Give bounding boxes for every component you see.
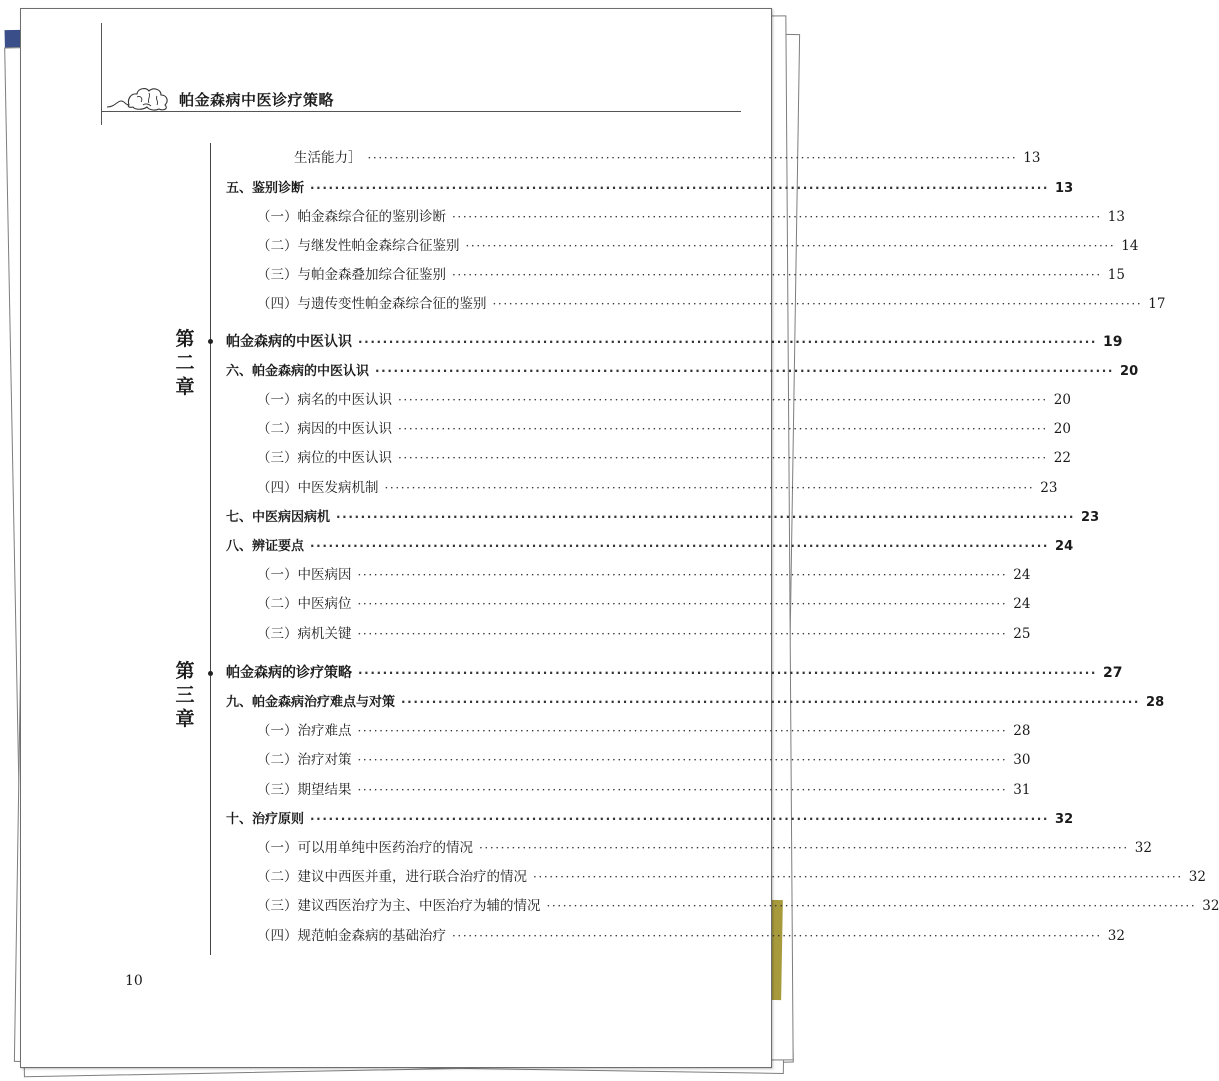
toc-leader-dots: ························································································································ <box>357 724 1008 738</box>
toc-entry-title: （二）治疗对策 <box>257 752 352 768</box>
toc-leader-dots: ························································································································ <box>358 666 1098 680</box>
toc-entry-page: 13 <box>1055 181 1074 196</box>
toc-subsection-entry <box>257 839 1152 857</box>
toc-leader-dots: ························································································································ <box>336 510 1076 524</box>
toc-chapter-entry <box>226 664 1123 682</box>
toc-leader-dots: ························································································································ <box>398 451 1048 465</box>
toc-entry-title: （一）帕金森综合征的鉴别诊断 <box>257 209 446 225</box>
toc-leader-dots: ························································································································ <box>357 783 1008 797</box>
toc-leader-dots: ························································································································ <box>375 364 1115 378</box>
toc-subsection-entry <box>257 595 1031 613</box>
toc-section-entry <box>226 810 1074 829</box>
toc-entry-title: （二）中医病位 <box>257 596 352 612</box>
toc-entry-title: 生活能力］ <box>294 150 362 166</box>
toc-subsection-entry <box>257 625 1031 643</box>
toc-leader-dots: ························································································································ <box>358 335 1098 349</box>
toc-entry-title: （三）建议西医治疗为主、中医治疗为辅的情况 <box>257 898 541 914</box>
toc-leader-dots: ························································································································ <box>367 151 1018 165</box>
toc-leader-dots: ························································································································ <box>452 210 1102 224</box>
toc-entry-page: 28 <box>1013 723 1031 739</box>
toc-subsection-entry <box>257 479 1058 497</box>
toc-entry-page: 32 <box>1188 869 1206 885</box>
toc-subsection-entry <box>257 420 1071 438</box>
toc-leader-dots: ························································································································ <box>357 597 1008 611</box>
toc-entry-title: 十、治疗原则 <box>226 812 305 827</box>
toc-leader-dots: ························································································································ <box>398 393 1048 407</box>
toc-entry-page: 20 <box>1053 421 1071 437</box>
toc-entry-page: 28 <box>1146 695 1165 710</box>
toc-entry-page: 32 <box>1134 840 1152 856</box>
toc-entry-page: 32 <box>1107 928 1125 944</box>
toc-entry-page: 31 <box>1013 782 1031 798</box>
toc-subsection-entry <box>257 391 1071 409</box>
toc-leader-dots: ························································································································ <box>452 929 1102 943</box>
toc-leader-dots: ························································································································ <box>465 239 1116 253</box>
toc-subsection-entry <box>257 722 1031 740</box>
toc-entry-page: 24 <box>1055 539 1074 554</box>
toc-leader-dots: ························································································································ <box>398 422 1048 436</box>
header-vertical-rule <box>101 23 102 125</box>
toc-entry-page: 27 <box>1103 665 1123 681</box>
toc-subsection-entry <box>257 566 1031 584</box>
page-number: 10 <box>125 973 143 989</box>
toc-entry-page: 23 <box>1081 510 1100 525</box>
toc-entry-title: 八、辨证要点 <box>226 539 305 554</box>
toc-entry-page: 30 <box>1013 752 1031 768</box>
toc-leader-dots: ························································································································ <box>384 481 1035 495</box>
toc-leader-dots: ························································································································ <box>452 268 1102 282</box>
toc-section-entry <box>226 508 1100 527</box>
toc-subsection-entry <box>257 266 1125 284</box>
toc-subsection-entry <box>257 237 1139 255</box>
toc-leader-dots: ························································································································ <box>310 812 1050 826</box>
toc-entry-title: （四）中医发病机制 <box>257 480 379 496</box>
toc-entry-title: （四）规范帕金森病的基础治疗 <box>257 928 446 944</box>
toc-entry-title: 九、帕金森病治疗难点与对策 <box>226 695 396 710</box>
toc-subsection-entry <box>294 149 1041 167</box>
toc-entry-title: （三）期望结果 <box>257 782 352 798</box>
toc-subsection-entry <box>257 751 1031 769</box>
toc-leader-dots: ························································································································ <box>310 181 1050 195</box>
toc-entry-page: 22 <box>1053 450 1071 466</box>
toc-entry-title: （一）病名的中医认识 <box>257 392 392 408</box>
toc-entry-page: 13 <box>1023 150 1041 166</box>
toc-leader-dots: ························································································································ <box>401 695 1141 709</box>
toc-entry-title: （一）治疗难点 <box>257 723 352 739</box>
toc-entry-title: （三）病位的中医认识 <box>257 450 392 466</box>
toc-entry-title: （二）与继发性帕金森综合征鉴别 <box>257 238 460 254</box>
book-page <box>20 8 1219 1068</box>
header-rule <box>101 111 741 112</box>
toc-entry-page: 20 <box>1053 392 1071 408</box>
toc-chapter-entry <box>226 333 1123 351</box>
toc-entry-page: 17 <box>1148 296 1166 312</box>
toc-entry-page: 32 <box>1202 898 1219 914</box>
chapter-label: 第 二 章 <box>175 328 195 398</box>
toc-entry-page: 14 <box>1121 238 1139 254</box>
running-header-title: 帕金森病中医诊疗策略 <box>179 91 335 109</box>
toc-entry-page: 13 <box>1107 209 1125 225</box>
brain-logo-icon <box>105 83 175 111</box>
toc-entry-title: （二）建议中西医并重，进行联合治疗的情况 <box>257 869 527 885</box>
toc-subsection-entry <box>257 208 1125 226</box>
toc-leader-dots: ························································································································ <box>492 297 1143 311</box>
toc-subsection-entry <box>257 781 1031 799</box>
toc-leader-dots: ························································································································ <box>533 870 1183 884</box>
toc-subsection-entry <box>257 449 1071 467</box>
toc-entry-page: 24 <box>1013 567 1031 583</box>
toc-leader-dots: ························································································································ <box>357 753 1008 767</box>
toc-entry-page: 25 <box>1013 626 1031 642</box>
toc-entry-title: 六、帕金森病的中医认识 <box>226 364 370 379</box>
toc-entry-page: 19 <box>1103 334 1123 350</box>
toc-vertical-rule <box>210 143 211 955</box>
toc-entry-page: 24 <box>1013 596 1031 612</box>
toc-leader-dots: ························································································································ <box>310 539 1050 553</box>
toc-section-entry <box>226 537 1074 556</box>
toc-leader-dots: ························································································································ <box>357 627 1008 641</box>
toc-subsection-entry <box>257 927 1125 945</box>
toc-leader-dots: ························································································································ <box>546 899 1197 913</box>
toc-entry-title: （一）可以用单纯中医药治疗的情况 <box>257 840 473 856</box>
toc-entry-page: 15 <box>1107 267 1125 283</box>
toc-entry-page: 32 <box>1055 812 1074 827</box>
chapter-label: 第 三 章 <box>175 660 195 730</box>
toc-entry-title: 帕金森病的诊疗策略 <box>226 665 352 681</box>
toc-section-entry <box>226 362 1139 381</box>
toc-entry-title: （一）中医病因 <box>257 567 352 583</box>
toc-leader-dots: ························································································································ <box>357 568 1008 582</box>
toc-entry-title: 五、鉴别诊断 <box>226 181 305 196</box>
toc-subsection-entry <box>257 897 1219 915</box>
toc-entry-title: （四）与遗传变性帕金森综合征的鉴别 <box>257 296 487 312</box>
toc-entry-page: 23 <box>1040 480 1058 496</box>
chapter-bullet <box>208 339 213 344</box>
toc-entry-title: （二）病因的中医认识 <box>257 421 392 437</box>
toc-subsection-entry <box>257 295 1166 313</box>
toc-entry-title: 帕金森病的中医认识 <box>226 334 352 350</box>
toc-section-entry <box>226 693 1165 712</box>
toc-entry-page: 20 <box>1120 364 1139 379</box>
toc-section-entry <box>226 179 1074 198</box>
toc-leader-dots: ························································································································ <box>479 841 1129 855</box>
chapter-bullet <box>208 671 213 676</box>
toc-entry-title: （三）病机关键 <box>257 626 352 642</box>
toc-entry-title: 七、中医病因病机 <box>226 510 331 525</box>
toc-subsection-entry <box>257 868 1206 886</box>
toc-entry-title: （三）与帕金森叠加综合征鉴别 <box>257 267 446 283</box>
